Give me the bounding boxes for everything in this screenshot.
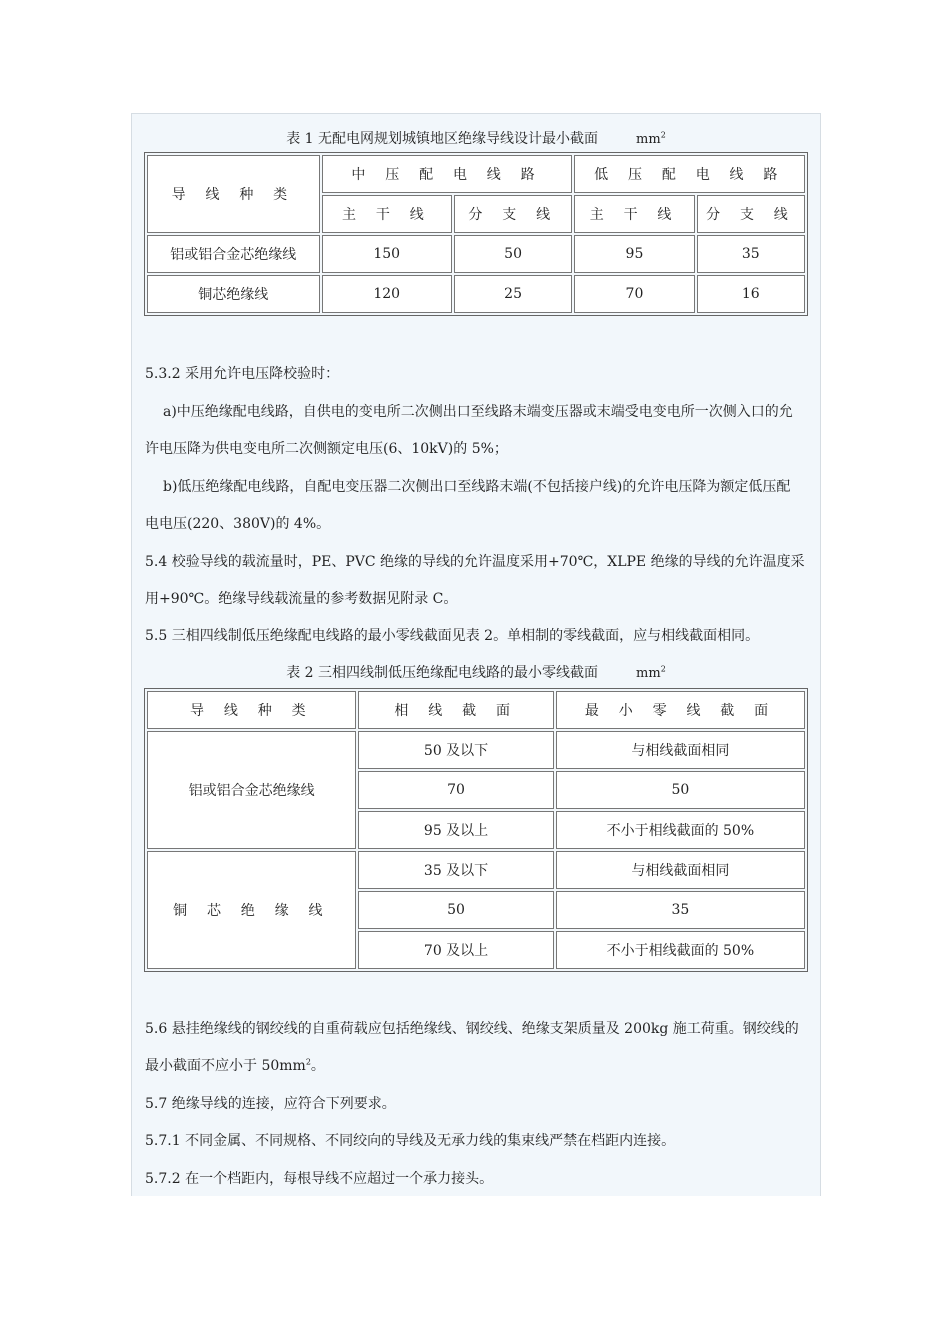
table1-header-mv: 中 压 配 电 线 路: [322, 155, 573, 193]
clause-5-7-1: 5.7.1 不同金属、不同规格、不同绞向的导线及无承力线的集束线严禁在档距内连接。: [145, 1133, 676, 1149]
table1-header-lv: 低 压 配 电 线 路: [574, 155, 805, 193]
table1-cell: 95: [574, 235, 694, 273]
table1-cell: 150: [322, 235, 452, 273]
table2-cell: 35 及以下: [358, 851, 553, 889]
table2-cell: 与相线截面相同: [556, 731, 805, 769]
table1-cell: 70: [574, 275, 694, 313]
table2-cell: 50: [556, 771, 805, 809]
table2-group2-name: 铜 芯 绝 缘 线: [147, 851, 356, 969]
table-row: [147, 235, 805, 273]
table1-caption: [132, 128, 820, 148]
table1-cell: 35: [697, 235, 805, 273]
table1-row-name: 铜芯绝缘线: [147, 275, 320, 313]
table2-cell: 95 及以上: [358, 811, 553, 849]
table1-sub-main-mv: 主 干 线: [322, 195, 452, 233]
table2-caption: [132, 662, 820, 682]
clause-5-3-2-a-line2: 许电压降为供电变电所二次侧额定电压(6、10kV)的 5%；: [145, 441, 508, 457]
table1-cell: 25: [454, 275, 572, 313]
clause-5-3-2-b-line1: b)低压绝缘配电线路，自配电变压器二次侧出口至线路末端(不包括接户线)的允许电压降为额定低压配: [163, 479, 791, 495]
clause-5-3-2: 5.3.2 采用允许电压降校验时：: [145, 366, 340, 382]
table2-header-phase: 相 线 截 面: [358, 691, 553, 729]
clause-5-7: 5.7 绝缘导线的连接，应符合下列要求。: [145, 1096, 396, 1112]
table2-header-neutral: 最 小 零 线 截 面: [556, 691, 805, 729]
table1: [144, 152, 808, 316]
table-row: [147, 851, 805, 889]
table1-caption-text: 表 1 无配电网规划城镇地区绝缘导线设计最小截面: [286, 131, 599, 147]
clause-5-5: 5.5 三相四线制低压绝缘配电线路的最小零线截面见表 2。单相制的零线截面，应与相线截面相同。: [145, 628, 760, 644]
document-panel: [131, 113, 821, 1196]
clause-5-7-2: 5.7.2 在一个档距内，每根导线不应超过一个承力接头。: [145, 1171, 494, 1187]
table1-sub-main-lv: 主 干 线: [574, 195, 694, 233]
table2-unit: $mm^2$: [636, 664, 666, 681]
table1-cell: 120: [322, 275, 452, 313]
table1-sub-branch-lv: 分 支 线: [697, 195, 805, 233]
clause-5-6-line1: 5.6 悬挂绝缘线的钢绞线的自重荷载应包括绝缘线、钢绞线、绝缘支架质量及 200kg 施工荷重。钢绞线的: [145, 1021, 799, 1037]
table1-row-name: 铝或铝合金芯绝缘线: [147, 235, 320, 273]
clause-5-4-line1: 5.4 校验导线的载流量时，PE、PVC 绝缘的导线的允许温度采用+70℃，XLPE 绝缘的导线的允许温度采: [145, 554, 805, 570]
clause-5-4-line2: 用+90℃。绝缘导线载流量的参考数据见附录 C。: [145, 591, 458, 607]
clause-5-3-2-b-line2: 电电压(220、380V)的 4%。: [145, 516, 331, 532]
table1-cell: 50: [454, 235, 572, 273]
table2-cell: 35: [556, 891, 805, 929]
table2-group1-name: 铝或铝合金芯绝缘线: [147, 731, 356, 849]
table2-cell: 70 及以上: [358, 931, 553, 969]
table2-cell: 与相线截面相同: [556, 851, 805, 889]
table1-cell: 16: [697, 275, 805, 313]
table1-header-type: 导 线 种 类: [147, 155, 320, 233]
table2-caption-text: 表 2 三相四线制低压绝缘配电线路的最小零线截面: [286, 665, 599, 681]
table1-unit: $mm^2$: [636, 130, 666, 147]
clause-5-3-2-a-line1: a)中压绝缘配电线路，自供电的变电所二次侧出口至线路末端变压器或末端受电变电所一次侧入口的允: [163, 404, 793, 420]
clause-5-6-line2: 最小截面不应小于 $50mm^2$。: [145, 1057, 325, 1074]
table-row: [147, 275, 805, 313]
table2-cell: 70: [358, 771, 553, 809]
table2-header-type: 导 线 种 类: [147, 691, 356, 729]
table1-sub-branch-mv: 分 支 线: [454, 195, 572, 233]
table2-cell: 50: [358, 891, 553, 929]
table2-cell: 不小于相线截面的 50%: [556, 811, 805, 849]
table2-cell: 50 及以下: [358, 731, 553, 769]
table2: [144, 688, 808, 972]
table-row: [147, 731, 805, 769]
table2-cell: 不小于相线截面的 50%: [556, 931, 805, 969]
